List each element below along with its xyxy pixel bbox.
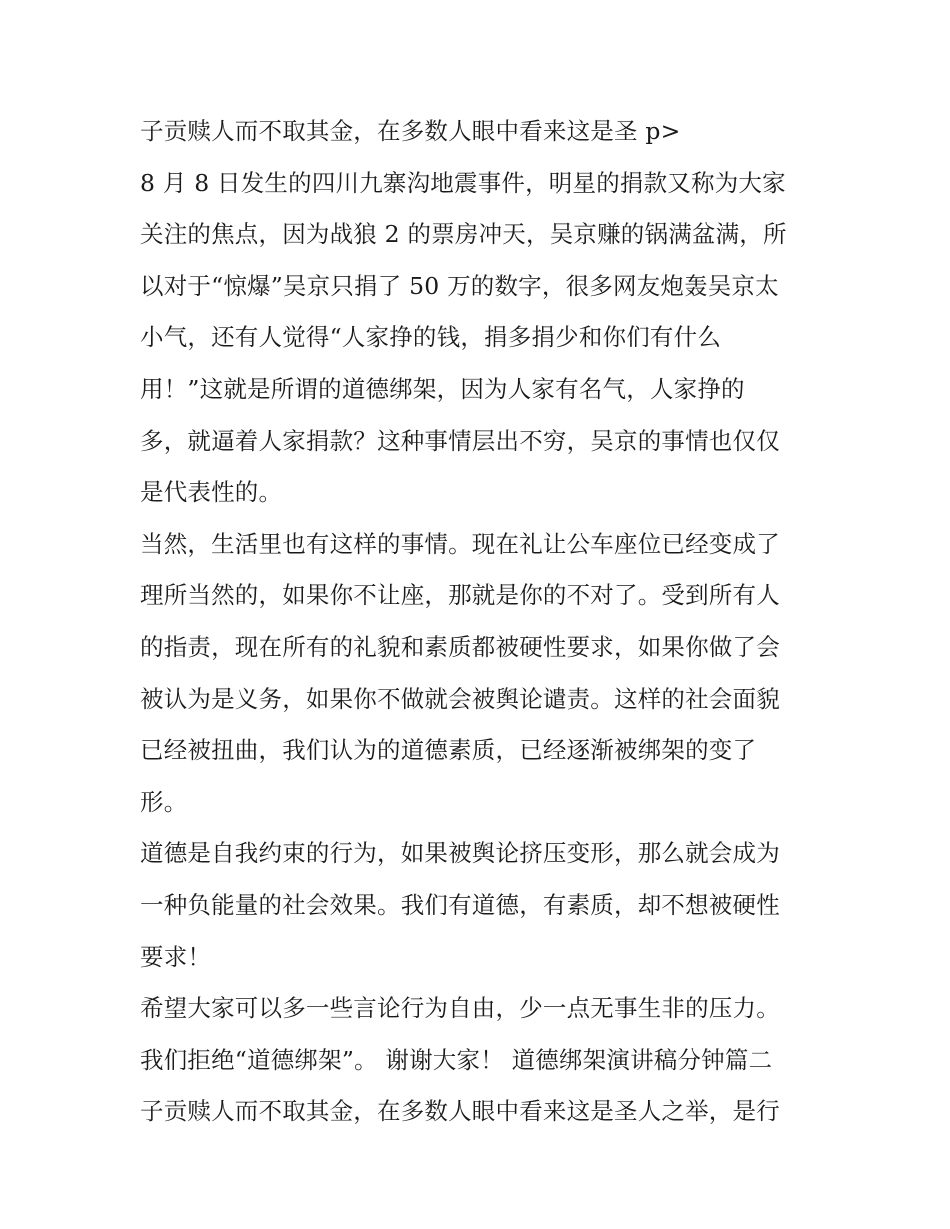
text-line: 要求！ bbox=[140, 942, 212, 971]
text-line: 被认为是义务，如果你不做就会被舆论谴责。这样的社会面貌 bbox=[140, 684, 780, 713]
text-line: 形。 bbox=[140, 787, 188, 816]
text-line: 8 月 8 日发生的四川九寨沟地震事件，明星的捐款又称为大家 bbox=[140, 168, 786, 197]
text-line: 当然，生活里也有这样的事情。现在礼让公车座位已经变成了 bbox=[140, 529, 780, 558]
text-line: 以对于“惊爆”吴京只捐了 50 万的数字，很多网友炮轰吴京太 bbox=[140, 271, 779, 300]
text-line: 是代表性的。 bbox=[140, 478, 283, 507]
document-body bbox=[140, 106, 820, 1138]
text-line: 已经被扭曲，我们认为的道德素质，已经逐渐被绑架的变了 bbox=[140, 736, 757, 765]
text-line: 多，就逼着人家捐款？这种事情层出不穷，吴京的事情也仅仅 bbox=[140, 426, 780, 455]
text-line: 子贡赎人而不取其金，在多数人眼中看来这是圣 p> bbox=[140, 117, 681, 145]
text-line: 的指责，现在所有的礼貌和素质都被硬性要求，如果你做了会 bbox=[140, 632, 780, 661]
text-line: 希望大家可以多一些言论行为自由，少一点无事生非的压力。 bbox=[140, 994, 780, 1023]
text-line: 一种负能量的社会效果。我们有道德，有素质，却不想被硬性 bbox=[140, 890, 780, 919]
text-line: 用！”这就是所谓的道德绑架，因为人家有名气，人家挣的 bbox=[140, 374, 745, 403]
text-line: 理所当然的，如果你不让座，那就是你的不对了。受到所有人 bbox=[140, 581, 780, 610]
text-line: 道德是自我约束的行为，如果被舆论挤压变形，那么就会成为 bbox=[140, 839, 780, 868]
text-line: 小气，还有人觉得“人家挣的钱，捐多捐少和你们有什么 bbox=[140, 323, 722, 352]
text-line: 关注的焦点，因为战狼 2 的票房冲天，吴京赚的锅满盆满，所 bbox=[140, 220, 787, 249]
text-line: 子贡赎人而不取其金，在多数人眼中看来这是圣人之举，是行 bbox=[140, 1097, 780, 1126]
text-line: 我们拒绝“道德绑架”。 谢谢大家！ 道德绑架演讲稿分钟篇二 bbox=[140, 1045, 773, 1074]
